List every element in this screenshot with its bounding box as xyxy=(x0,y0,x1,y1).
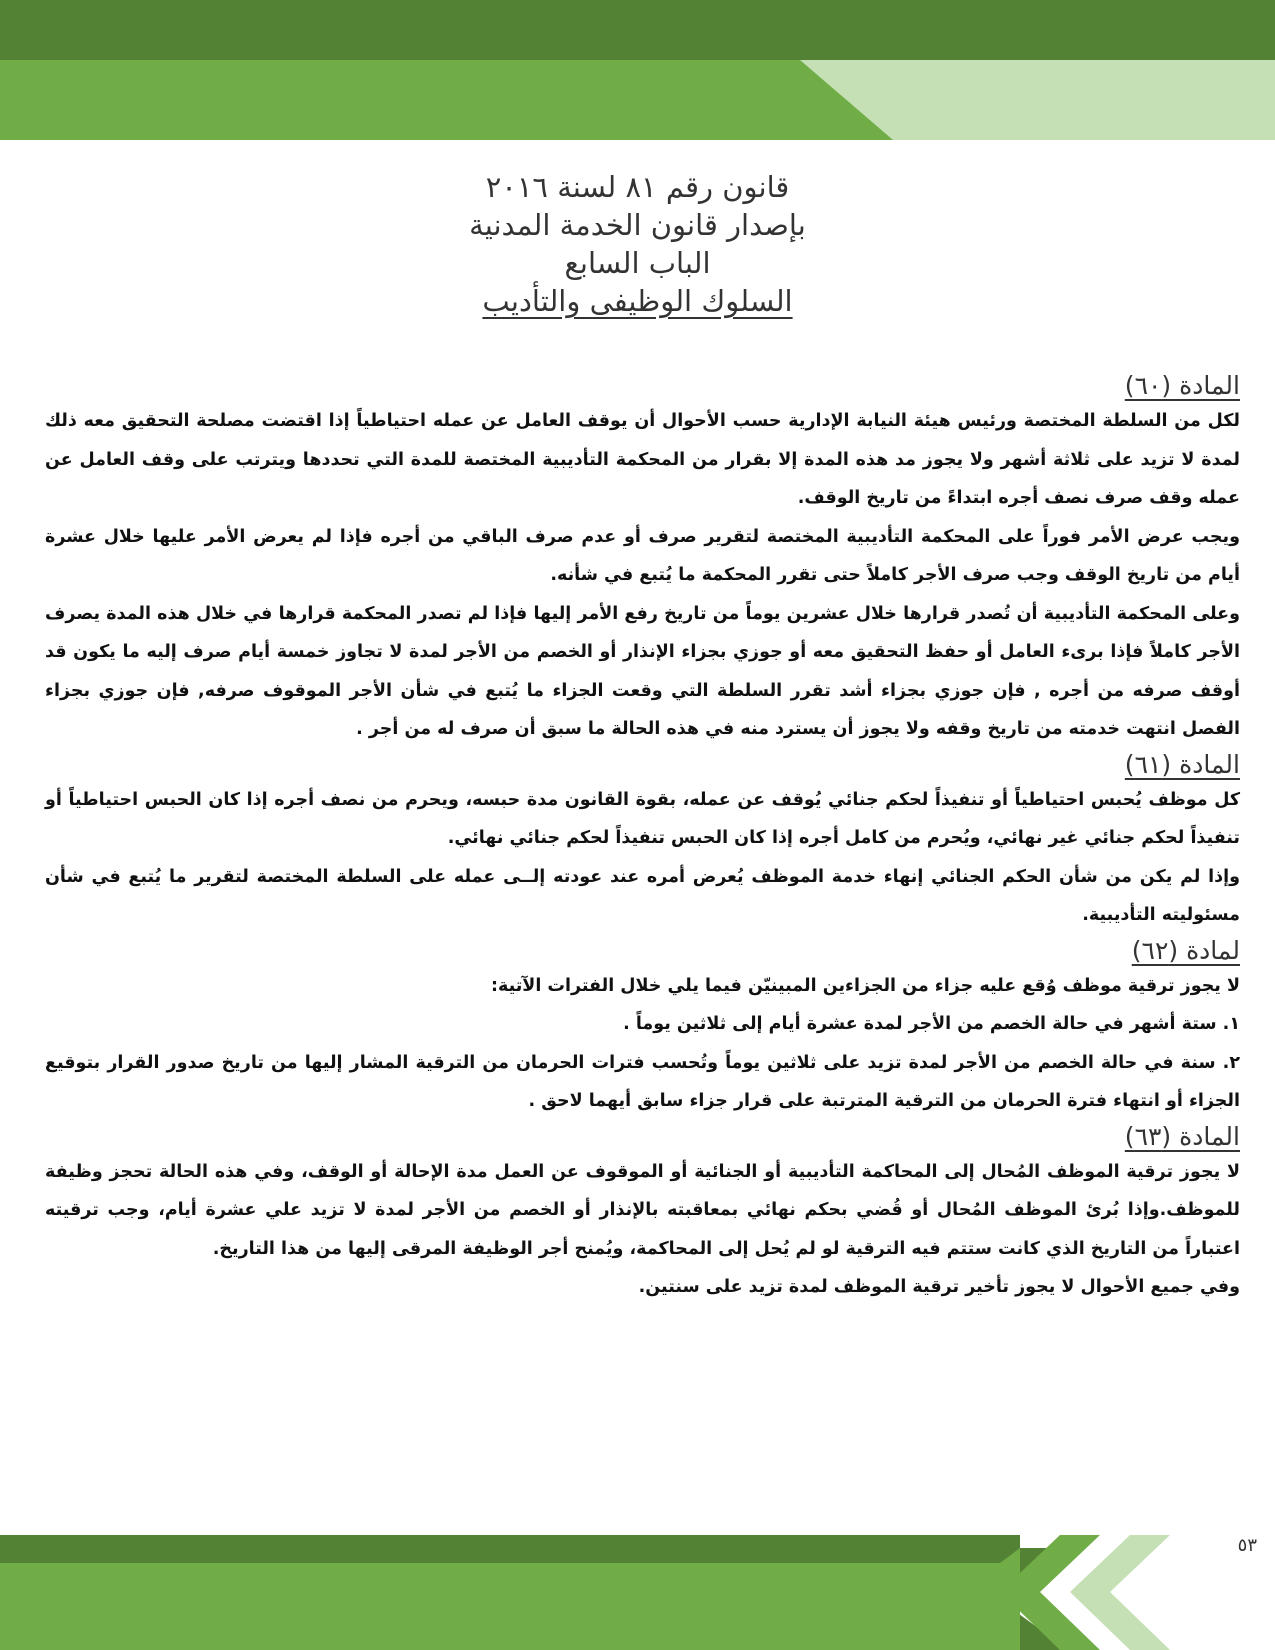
footer-decoration xyxy=(0,1535,1275,1650)
chapter-subject-title: السلوك الوظيفى والتأديب xyxy=(482,284,793,318)
article-60 xyxy=(45,370,1240,749)
article-list-item: ١. ستة أشهر في حالة الخصم من الأجر لمدة عشرة أيام إلى ثلاثين يوماً . xyxy=(623,1014,1240,1034)
document-title xyxy=(0,168,1275,320)
article-heading: المادة (٦٠) xyxy=(1124,371,1240,400)
page-number: ٥٣ xyxy=(1237,1535,1257,1556)
article-paragraph: لكل من السلطة المختصة ورئيس هيئة النيابة الإدارية حسب الأحوال أن يوقف العامل عن عمله احتياطياً إذا اقتضت مصلحة التحقيق معه ذلك لمدة لا تزيد على ثلاثة أشهر ولا يجوز مد هذه المدة إلا بقرار من المحكمة التأديبية المختصة للمدة التي تحددها ويترتب على وقف العامل عن عمله وقف صرف نصف أجره ابتداءً من تاريخ الوقف. xyxy=(45,411,1240,508)
article-heading: المادة (٦٣) xyxy=(1124,1121,1240,1151)
article-paragraph: كل موظف يُحبس احتياطياً أو تنفيذاً لحكم جنائي يُوقف عن عمله، بقوة القانون مدة حبسه، ويحرم من نصف أجره إذا كان الحبس احتياطياً أو تنفيذاً لحكم جنائي غير نهائي، ويُحرم من كامل أجره إذا كان الحبس تنفيذاً لحكم جنائي نهائي. xyxy=(45,789,1240,848)
article-paragraph: وإذا لم يكن من شأن الحكم الجنائي إنهاء خدمة الموظف يُعرض أمره عند عودته إلــى عمله على السلطة المختصة لتقرير ما يُتبع في شأن مسئوليته التأديبية. xyxy=(45,866,1240,925)
article-62 xyxy=(45,935,1240,1121)
article-paragraph: لا يجوز ترقية الموظف المُحال إلى المحاكمة التأديبية أو الجنائية أو الموقوف عن العمل مدة الإحالة أو الوقف، وفي هذه الحالة تحجز وظيفة للموظف.وإذا بُرئ الموظف المُحال أو قُضي بحكم نهائي بمعاقبته بالإنذار أو الخصم من الأجر لمدة لا تزيد علي عشرة أيام، وجب ترقيته اعتباراً من التاريخ الذي كانت ستتم فيه الترقية لو لم يُحل إلى المحاكمة، ويُمنح أجر الوظيفة المرقى إليها من هذا التاريخ. xyxy=(45,1161,1240,1259)
article-heading: المادة (٦١) xyxy=(1124,749,1240,779)
header-decoration xyxy=(0,0,1275,142)
article-paragraph: وفي جميع الأحوال لا يجوز تأخير ترقية الموظف لمدة تزيد على سنتين. xyxy=(638,1277,1240,1297)
article-61 xyxy=(45,749,1240,935)
chapter-title: الباب السابع xyxy=(564,246,711,280)
law-number-title: قانون رقم ٨١ لسنة ٢٠١٦ xyxy=(485,170,790,204)
article-paragraph: لا يجوز ترقية موظف وُقع عليه جزاء من الجزاءين المبينيّن فيما يلي خلال الفترات الآتية: xyxy=(490,975,1240,996)
article-paragraph: وعلى المحكمة التأديبية أن تُصدر قرارها خلال عشرين يوماً من تاريخ رفع الأمر إليها فإذا لم تصدر المحكمة قرارها في خلال هذه المدة يصرف الأجر كاملاً فإذا برىء العامل أو حفظ التحقيق معه أو جوزي بجزاء الإنذار أو الخصم من الأجر لمدة لا تجاوز خمسة أيام صرف إليه ما يكون قد أوقف صرفه من أجره , فإن جوزي بجزاء أشد تقرر السلطة التي وقعت الجزاء ما يُتبع في شأن الأجر الموقوف صرفه, فإن جوزي بجزاء الفصل انتهت خدمته من تاريخ وقفه ولا يجوز أن يسترد منه في هذه الحالة ما سبق أن صرف له من أجر . xyxy=(45,603,1240,739)
article-paragraph: ويجب عرض الأمر فوراً على المحكمة التأديبية المختصة لتقرير صرف أو عدم صرف الباقي من أجره فإذا لم يعرض الأمر عليها خلال عشرة أيام من تاريخ الوقف وجب صرف الأجر كاملاً حتى تقرر المحكمة ما يُتبع في شأنه. xyxy=(45,526,1240,585)
law-subject-title: بإصدار قانون الخدمة المدنية xyxy=(469,208,806,242)
article-63 xyxy=(45,1121,1240,1307)
article-heading: لمادة (٦٢) xyxy=(1131,935,1240,965)
document-body xyxy=(45,370,1240,1307)
article-list-item: ٢. سنة في حالة الخصم من الأجر لمدة تزيد على ثلاثين يوماً وتُحسب فترات الحرمان من الترقية المشار إليها من تاريخ صدور القرار بتوقيع الجزاء أو انتهاء فترة الحرمان من الترقية المترتبة على قرار جزاء سابق أيهما لاحق . xyxy=(45,1052,1240,1111)
